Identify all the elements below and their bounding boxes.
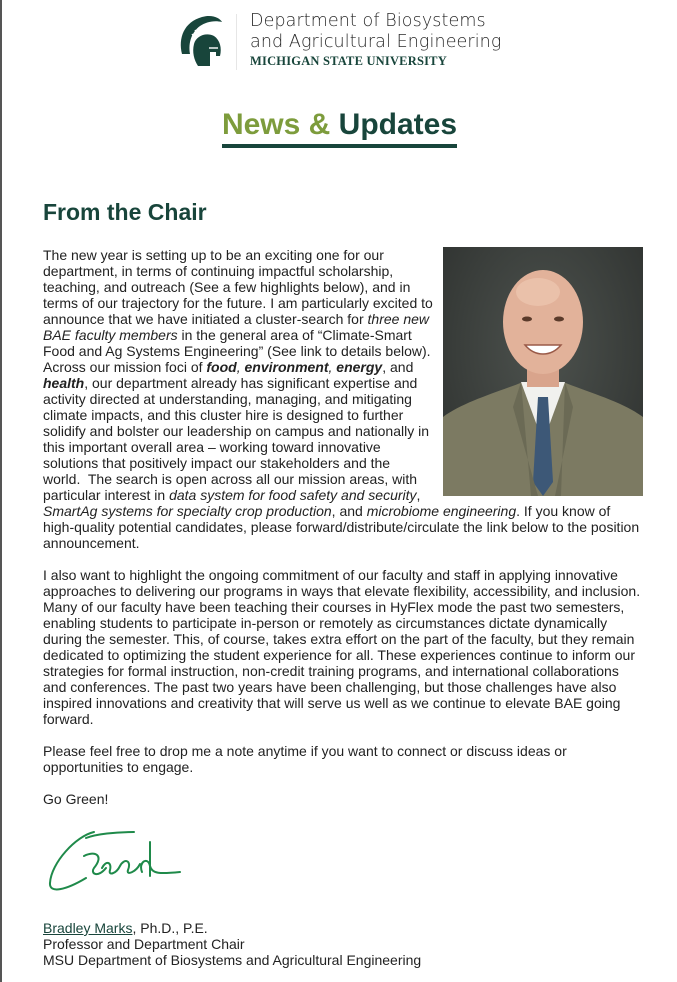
logo-divider	[236, 14, 237, 70]
news-updates-banner	[2, 108, 677, 148]
paragraph-1-run: food	[206, 359, 237, 375]
paragraph-1-run: in the general area of “Climate-Smart Food and Ag Systems Engineering” (See link to details below). Across our mission foci of	[43, 327, 431, 375]
university-name: MICHIGAN STATE UNIVERSITY	[250, 54, 447, 68]
department-name-line2: and Agricultural Engineering	[250, 32, 502, 52]
chair-letter	[43, 247, 643, 823]
letter-paragraph-1	[43, 247, 643, 551]
handwritten-signature	[46, 828, 186, 898]
banner-word-updates: Updates	[338, 108, 458, 141]
letter-paragraph-3: Please feel free to drop me a note anytime if you want to connect or discuss ideas or opportunities to engage.	[43, 743, 567, 775]
banner-underline	[222, 108, 457, 148]
paragraph-1-run: SmartAg systems for specialty crop production	[43, 503, 332, 519]
banner-word-news: News &	[221, 108, 331, 141]
paragraph-1-run: ,	[236, 359, 245, 375]
paragraph-1-run: data system for food safety and security	[169, 487, 417, 503]
department-header	[176, 10, 526, 72]
chair-name-link[interactable]: Bradley Marks	[43, 920, 133, 936]
spartan-helmet-icon	[176, 14, 224, 70]
paragraph-1-run: health	[43, 375, 85, 391]
paragraph-1-run: . If you know of high-quality potential candidates, please forward/distribute/circulate the link below to the position announcement.	[43, 503, 640, 551]
paragraph-1-run: , and	[331, 503, 367, 519]
chair-credentials: , Ph.D., P.E.	[132, 920, 208, 936]
paragraph-1-run: microbiome engineering	[366, 503, 517, 519]
letter-closing: Go Green!	[43, 791, 109, 807]
signature-block	[43, 920, 421, 968]
chair-department: MSU Department of Biosystems and Agricultural Engineering	[43, 952, 422, 968]
paragraph-1-run: ,	[328, 359, 337, 375]
department-name-line1: Department of Biosystems	[250, 11, 486, 31]
letter-paragraph-2: I also want to highlight the ongoing commitment of our faculty and staff in applying innovative approaches to delivering our programs in ways that elevate flexibility, accessibility, and inclusion. Many of our faculty have been teaching their courses in HyFlex mode the past two semesters, enabling students to participate in-person or remotely as circumstances dictate dynamically during the semester. This, of course, takes extra effort on the part of the faculty, but they remain dedicated to optimizing the student experience for all. These experiences continue to inform our strategies for formal instruction, non-credit training programs, and international collaborations and conferences. The past two years have been challenging, but those challenges have also inspired innovations and creativity that will serve us well as we continue to elevate BAE going forward.	[43, 567, 641, 727]
paragraph-1-run: ,	[416, 487, 421, 503]
paragraph-1-run: energy	[336, 359, 383, 375]
paragraph-1-run: The new year is setting up to be an exciting one for our department, in terms of continuing impactful scholarship, teaching, and outreach (See a few highlights below), and in terms of our trajectory for the future. I am particularly excited to announce that we have initiated a cluster-search for	[43, 247, 433, 327]
section-title: From the Chair	[43, 199, 207, 225]
chair-title: Professor and Department Chair	[43, 936, 245, 952]
paragraph-1-run: environment	[244, 359, 329, 375]
paragraph-1-run: three new BAE faculty members	[43, 311, 430, 343]
paragraph-1-run: , our department already has significant expertise and activity directed at understanding, managing, and mitigating climate impacts, and this cluster hire is designed to further solidify and bolster our leadership on campus and nationally in this important overall area – working toward innovative solutions that positively impact our stakeholders and the world. The search is open across all our mission areas, with particular interest in	[43, 375, 430, 503]
signature-name-line	[43, 920, 421, 936]
paragraph-1-run: , and	[382, 359, 414, 375]
